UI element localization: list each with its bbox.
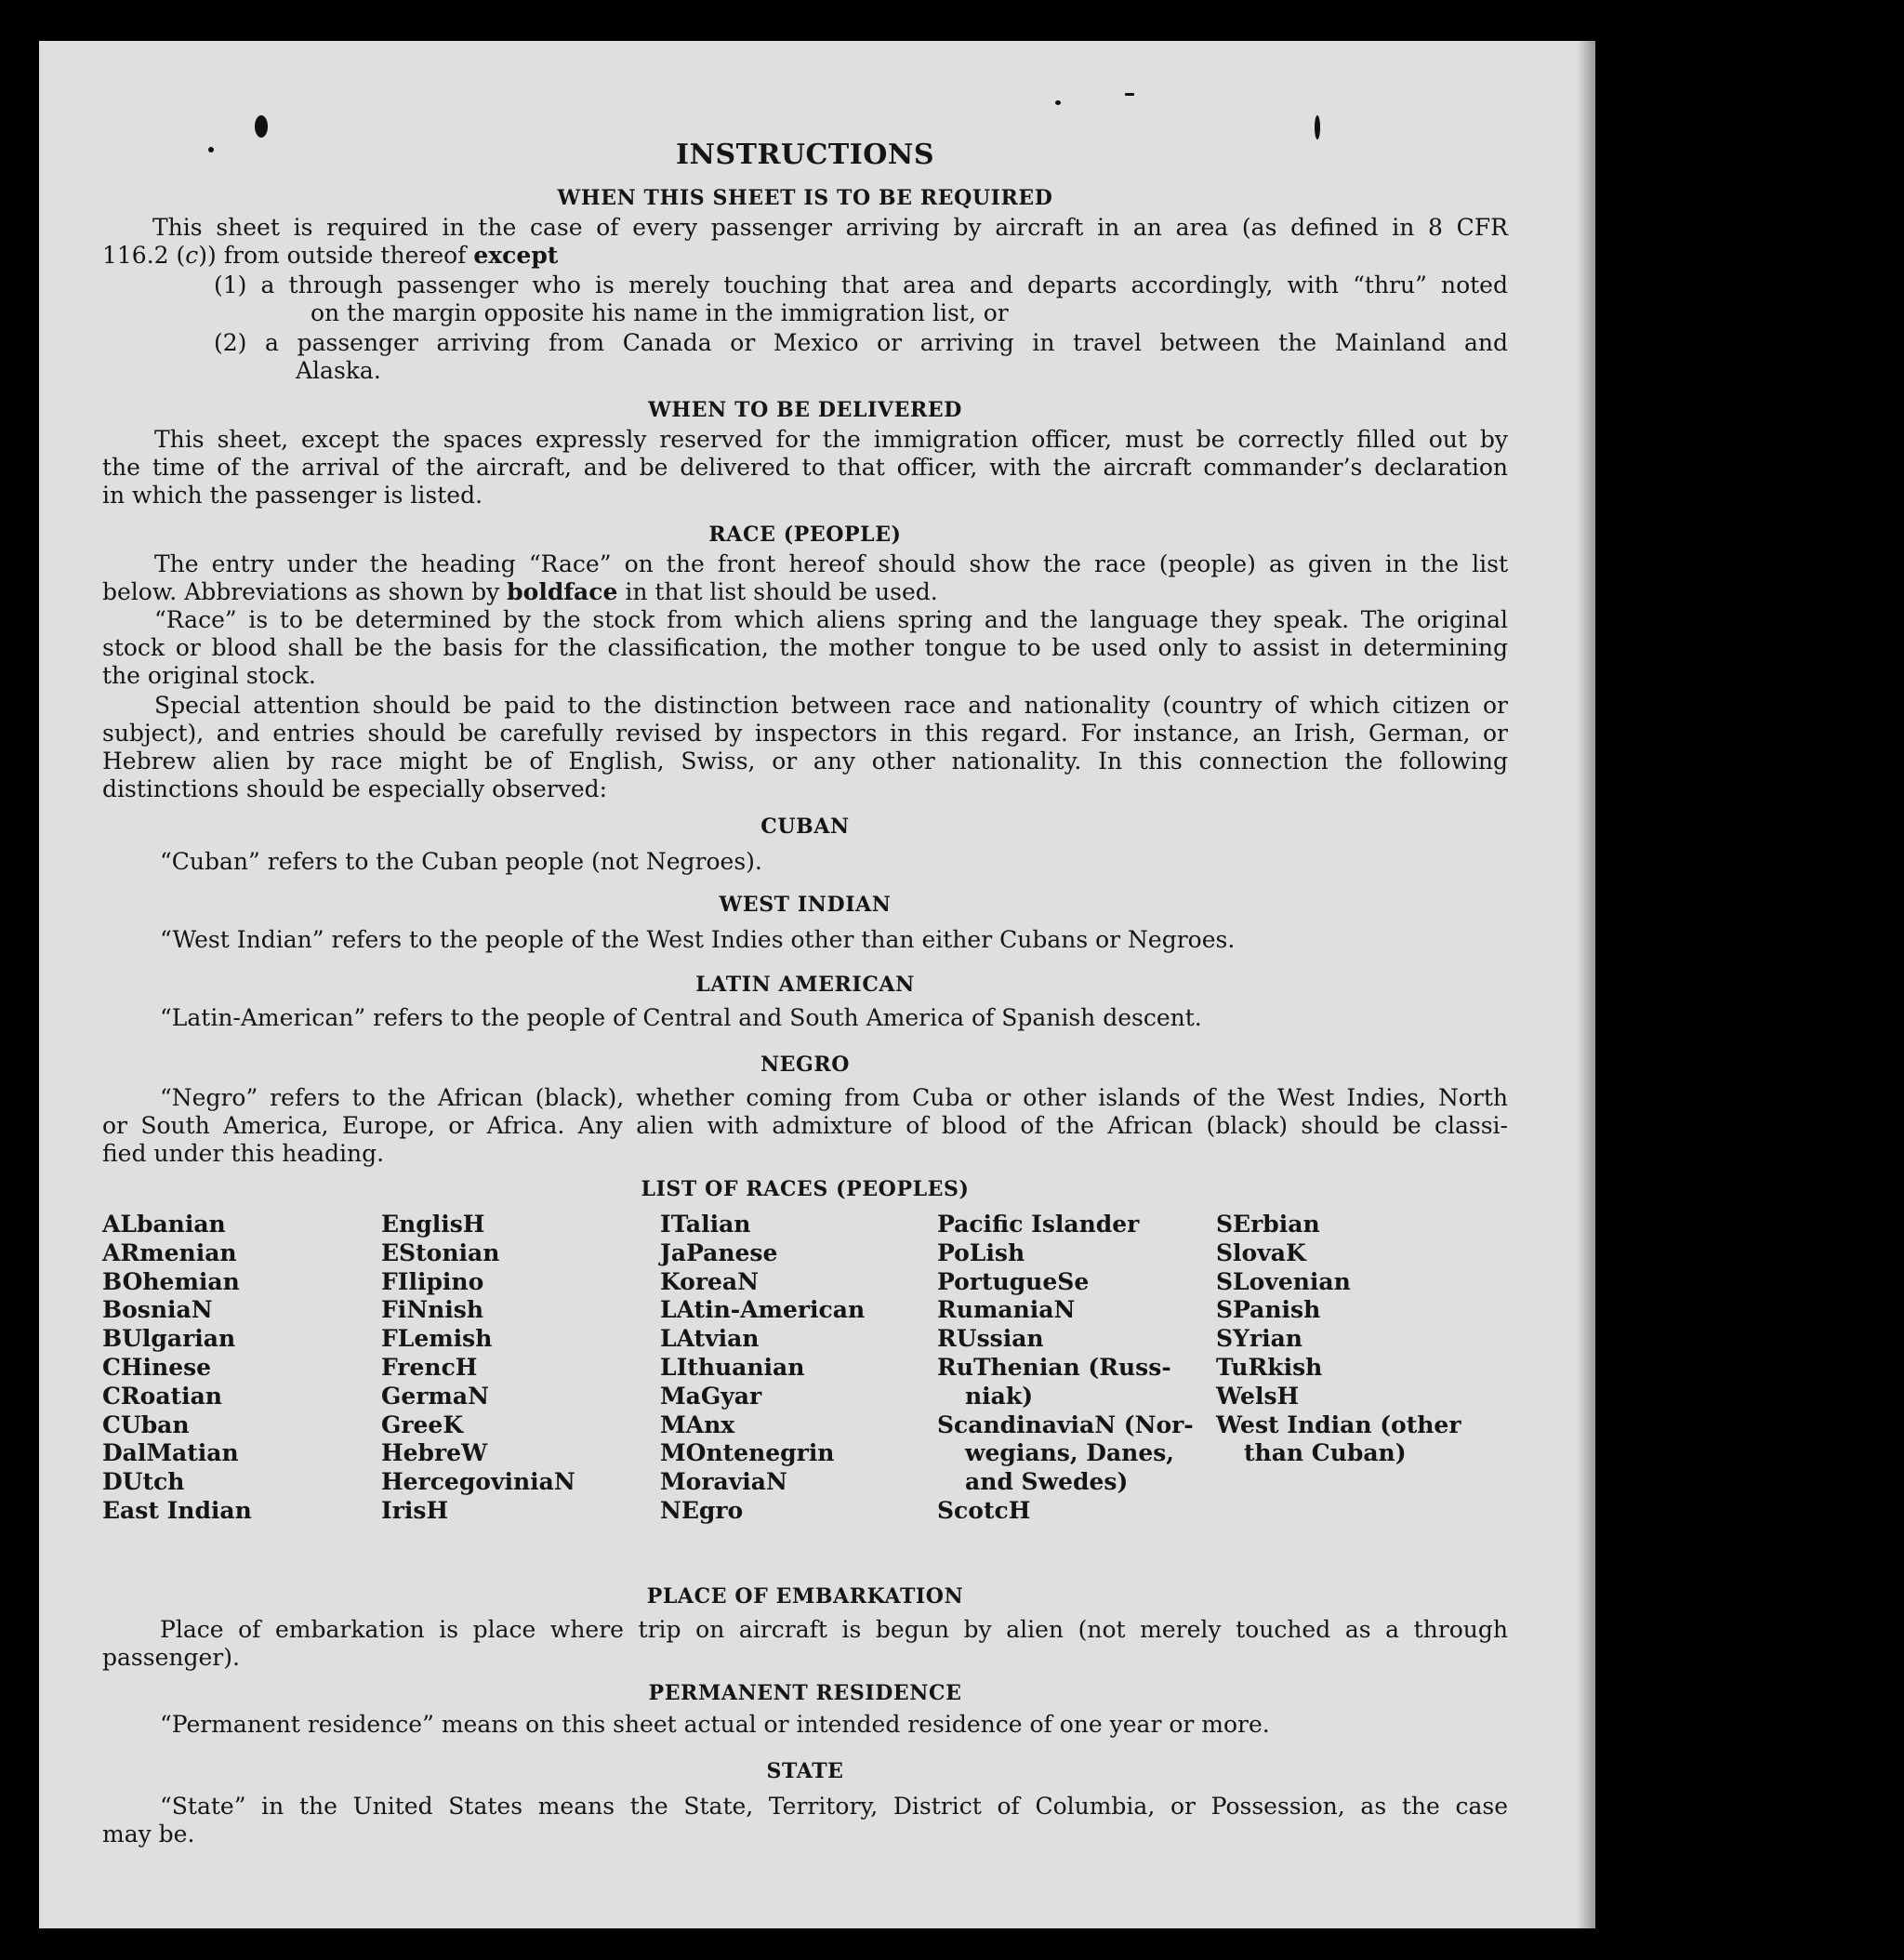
races-column: [660, 1211, 865, 1526]
heading-when-required: WHEN THIS SHEET IS TO BE REQUIRED: [557, 186, 1053, 210]
heading-cuban: CUBAN: [760, 814, 850, 839]
race-entry: SLovenian: [1216, 1267, 1351, 1295]
paragraph-line: the time of the arrival of the aircraft, and be delivered to that officer, with the aircraft commander’s declaration: [102, 454, 1508, 481]
race-entry: FIlipino: [381, 1267, 484, 1295]
race-entry: MOntenegrin: [660, 1439, 835, 1467]
paragraph-line: below. Abbreviations as shown by boldface in that list should be used.: [102, 578, 938, 605]
ink-speck: [1125, 93, 1134, 96]
ink-speck: [1315, 115, 1320, 139]
document-page: [39, 41, 1595, 1928]
paragraph-line: the original stock.: [102, 662, 316, 689]
heading-list-of-races: LIST OF RACES (PEOPLES): [641, 1177, 970, 1201]
paragraph-line: fied under this heading.: [102, 1140, 385, 1167]
paragraph-line: stock or blood shall be the basis for the classification, the mother tongue to be used only to assist in determining: [102, 634, 1508, 661]
heading-residence: PERMANENT RESIDENCE: [648, 1681, 962, 1705]
race-entry: ALbanian: [102, 1211, 226, 1238]
race-entry: EnglisH: [381, 1211, 485, 1238]
race-entry: WelsH: [1216, 1382, 1300, 1410]
heading-latin-american: LATIN AMERICAN: [695, 973, 915, 997]
race-entry: ITalian: [660, 1211, 751, 1238]
ink-speck: [1055, 100, 1061, 105]
race-entry: EStonian: [381, 1238, 500, 1266]
race-entry: LIthuanian: [660, 1353, 805, 1381]
paragraph-line: “State” in the United States means the State, Territory, District of Columbia, or Possession, as the case: [160, 1793, 1508, 1820]
race-entry: LAtvian: [660, 1325, 760, 1353]
race-entry: MAnx: [660, 1410, 735, 1438]
race-entry: NEgro: [660, 1496, 744, 1524]
paragraph-line: The entry under the heading “Race” on the front hereof should show the race (people) as given in the list: [154, 550, 1508, 577]
race-entry: SErbian: [1216, 1211, 1320, 1238]
paragraph-line: “Race” is to be determined by the stock from which aliens spring and the language they speak. The original: [154, 606, 1508, 633]
paragraph-line: may be.: [102, 1821, 195, 1847]
paragraph-line: 116.2 (c)) from outside thereof except: [102, 242, 559, 269]
paragraph-line: subject), and entries should be carefully revised by inspectors in this regard. For instance, an Irish, German, or: [102, 720, 1508, 747]
races-column: [937, 1211, 1194, 1526]
race-entry: SlovaK: [1216, 1238, 1306, 1266]
races-column: [102, 1211, 252, 1526]
paragraph-line: “Cuban” refers to the Cuban people (not Negroes).: [160, 848, 762, 875]
race-entry: CUban: [102, 1410, 190, 1438]
paragraph-line: “Permanent residence” means on this sheet actual or intended residence of one year or more.: [160, 1711, 1270, 1738]
race-entry: and Swedes): [965, 1468, 1129, 1496]
race-entry: PortugueSe: [937, 1267, 1090, 1295]
race-entry: MaGyar: [660, 1382, 762, 1410]
race-entry: CHinese: [102, 1353, 212, 1381]
race-entry: BUlgarian: [102, 1325, 236, 1353]
race-entry: RumaniaN: [937, 1296, 1076, 1324]
race-entry: HebreW: [381, 1439, 488, 1467]
races-column: [381, 1211, 575, 1526]
list-item: on the margin opposite his name in the immigration list, or: [311, 299, 1009, 326]
paragraph-line: in which the passenger is listed.: [102, 482, 483, 509]
race-entry: West Indian (other: [1216, 1410, 1461, 1438]
heading-state: STATE: [766, 1759, 844, 1783]
list-item: (2) a passenger arriving from Canada or Mexico or arriving in travel between the Mainland and: [214, 329, 1508, 356]
race-entry: ScotcH: [937, 1496, 1031, 1524]
ink-speck: [255, 115, 268, 138]
race-entry: GermaN: [381, 1382, 489, 1410]
race-entry: KoreaN: [660, 1267, 759, 1295]
race-entry: BosniaN: [102, 1296, 213, 1324]
paragraph-line: or South America, Europe, or Africa. Any alien with admixture of blood of the African (black) should be classi-: [102, 1112, 1508, 1139]
race-entry: HercegoviniaN: [381, 1468, 575, 1496]
heading-west-indian: WEST INDIAN: [719, 893, 892, 917]
list-item: Alaska.: [296, 357, 381, 384]
race-entry: East Indian: [102, 1496, 252, 1524]
heading-embarkation: PLACE OF EMBARKATION: [646, 1584, 964, 1609]
paragraph-line: Place of embarkation is place where trip on aircraft is begun by alien (not merely touched as a through: [160, 1616, 1508, 1643]
race-entry: PoLish: [937, 1238, 1025, 1266]
race-entry: Pacific Islander: [937, 1211, 1140, 1238]
paragraph-line: This sheet is required in the case of every passenger arriving by aircraft in an area (as defined in 8 CFR: [152, 214, 1508, 241]
paragraph-line: This sheet, except the spaces expressly reserved for the immigration officer, must be correctly filled out by: [154, 426, 1508, 453]
paragraph-line: distinctions should be especially observed:: [102, 775, 608, 802]
races-column: [1216, 1211, 1461, 1468]
race-entry: ARmenian: [102, 1238, 237, 1266]
race-entry: SPanish: [1216, 1296, 1321, 1324]
page-title: INSTRUCTIONS: [676, 139, 934, 171]
race-entry: RUssian: [937, 1325, 1044, 1353]
race-entry: SYrian: [1216, 1325, 1302, 1353]
paragraph-line: “Latin-American” refers to the people of Central and South America of Spanish descent.: [160, 1004, 1202, 1031]
paragraph-line: “Negro” refers to the African (black), whether coming from Cuba or other islands of the West Indies, North: [160, 1084, 1508, 1111]
race-entry: MoraviaN: [660, 1468, 787, 1496]
paragraph-line: passenger).: [102, 1644, 240, 1671]
paragraph-line: Hebrew alien by race might be of English, Swiss, or any other nationality. In this connection the following: [102, 748, 1508, 775]
race-entry: GreeK: [381, 1410, 464, 1438]
list-item: (1) a through passenger who is merely touching that area and departs accordingly, with “thru” noted: [214, 271, 1508, 298]
race-entry: IrisH: [381, 1496, 449, 1524]
race-entry: niak): [965, 1382, 1034, 1410]
race-entry: FiNnish: [381, 1296, 484, 1324]
race-entry: FrencH: [381, 1353, 478, 1381]
heading-when-delivered: WHEN TO BE DELIVERED: [648, 398, 962, 422]
heading-race: RACE (PEOPLE): [708, 523, 902, 547]
race-entry: DUtch: [102, 1468, 185, 1496]
heading-negro: NEGRO: [760, 1053, 851, 1077]
race-entry: RuThenian (Russ-: [937, 1353, 1171, 1381]
race-entry: ScandinaviaN (Nor-: [937, 1410, 1194, 1438]
race-entry: FLemish: [381, 1325, 493, 1353]
race-entry: CRoatian: [102, 1382, 222, 1410]
race-entry: DalMatian: [102, 1439, 239, 1467]
race-entry: LAtin-American: [660, 1296, 866, 1324]
paragraph-line: Special attention should be paid to the distinction between race and nationality (country of which citizen or: [154, 692, 1508, 719]
race-entry: than Cuban): [1244, 1439, 1407, 1467]
paragraph-line: “West Indian” refers to the people of the West Indies other than either Cubans or Negroes.: [160, 926, 1236, 953]
race-entry: JaPanese: [660, 1238, 778, 1266]
race-entry: TuRkish: [1216, 1353, 1323, 1381]
race-entry: BOhemian: [102, 1267, 240, 1295]
race-entry: wegians, Danes,: [965, 1439, 1174, 1467]
